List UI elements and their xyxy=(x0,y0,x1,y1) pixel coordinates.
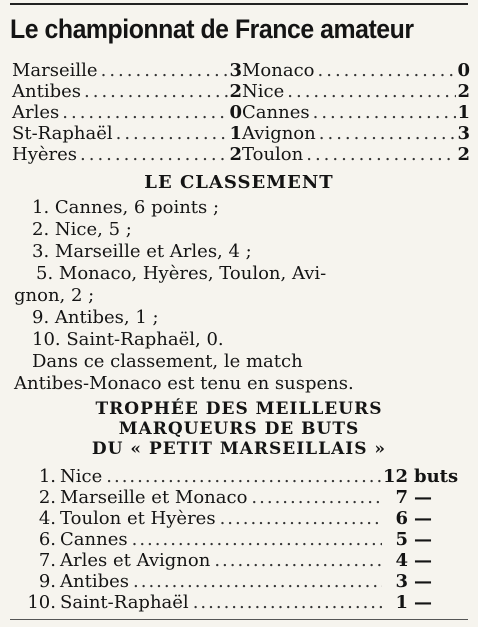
home-team xyxy=(12,102,242,123)
leader-dots xyxy=(102,466,382,487)
team-score: 3 xyxy=(457,123,470,144)
scorer-row xyxy=(26,466,466,487)
scorer-rank: 7. xyxy=(38,550,56,571)
classement-line: 5. Monaco, Hyères, Toulon, Avi- xyxy=(36,263,327,284)
scorer-row xyxy=(26,529,466,550)
classement-heading: LE CLASSEMENT xyxy=(144,172,334,193)
team-score: 2 xyxy=(229,144,242,165)
scorer-rank: 4. xyxy=(38,508,56,529)
leader-dots xyxy=(315,60,456,81)
team-score: 0 xyxy=(457,60,470,81)
headline: Le championnat de France amateur xyxy=(10,14,414,44)
scorer-name: Marseille et Monaco xyxy=(60,487,248,508)
leader-dots xyxy=(310,102,456,123)
top-rule xyxy=(10,3,468,5)
team-score: 2 xyxy=(457,144,470,165)
leader-dots xyxy=(216,508,382,529)
classement-line: 9. Antibes, 1 ; xyxy=(32,307,159,328)
scorer-name: Arles et Avignon xyxy=(60,550,211,571)
scorer-rank: 2. xyxy=(38,487,56,508)
result-row xyxy=(12,102,472,123)
scorer-rank: 9. xyxy=(38,571,56,592)
home-team xyxy=(12,144,242,165)
team-name: Toulon xyxy=(242,144,304,165)
team-name: Antibes xyxy=(12,81,81,102)
team-name: Cannes xyxy=(242,102,310,123)
scorer-unit: — xyxy=(414,508,432,529)
away-team xyxy=(242,123,470,144)
leader-dots xyxy=(128,529,382,550)
away-team xyxy=(242,102,470,123)
classement-line: 2. Nice, 5 ; xyxy=(32,219,132,240)
classement-list xyxy=(14,197,466,395)
scorer-unit: — xyxy=(414,550,432,571)
leader-dots xyxy=(59,102,228,123)
scorer-name: Saint-Raphaël xyxy=(60,592,189,613)
classement-line: 10. Saint-Raphaël, 0. xyxy=(32,329,224,350)
team-name: Hyères xyxy=(12,144,78,165)
scorer-row xyxy=(26,592,466,613)
team-name: Avignon xyxy=(242,123,316,144)
leader-dots xyxy=(303,144,456,165)
scorer-row xyxy=(26,508,466,529)
team-score: 2 xyxy=(457,81,470,102)
leader-dots xyxy=(247,487,382,508)
trophy-heading-line: MARQUEURS DE BUTS xyxy=(118,419,360,439)
trophy-heading-line: DU « PETIT MARSEILLAIS » xyxy=(91,439,387,459)
team-name: St-Raphaël xyxy=(12,123,113,144)
away-team xyxy=(242,60,470,81)
scorer-name: Toulon et Hyères xyxy=(60,508,216,529)
team-score: 3 xyxy=(229,60,242,81)
scorer-name: Nice xyxy=(60,466,103,487)
away-team xyxy=(242,81,470,102)
leader-dots xyxy=(189,592,382,613)
home-team xyxy=(12,81,242,102)
bottom-rule xyxy=(10,619,468,620)
scorer-unit: — xyxy=(414,592,432,613)
team-name: Marseille xyxy=(12,60,98,81)
result-row xyxy=(12,123,472,144)
classement-line: gnon, 2 ; xyxy=(14,285,95,306)
scorer-goals: 3 xyxy=(395,571,408,592)
scorer-goals: 6 xyxy=(395,508,408,529)
scorer-goals: 4 xyxy=(395,550,408,571)
leader-dots xyxy=(210,550,382,571)
home-team xyxy=(12,123,242,144)
scorer-unit: — xyxy=(414,487,432,508)
scorer-row xyxy=(26,550,466,571)
classement-note: Antibes-Monaco est tenu en suspens. xyxy=(14,373,354,394)
classement-line: 1. Cannes, 6 points ; xyxy=(32,197,220,218)
team-name: Nice xyxy=(242,81,285,102)
scorer-unit: buts xyxy=(414,466,459,487)
scorer-goals: 12 xyxy=(382,466,408,487)
scorer-rank: 10. xyxy=(27,592,56,613)
team-score: 0 xyxy=(229,102,242,123)
scorer-goals: 5 xyxy=(395,529,408,550)
scorer-rank: 1. xyxy=(38,466,56,487)
trophy-heading-line: TROPHÉE DES MEILLEURS xyxy=(95,399,383,419)
leader-dots xyxy=(284,81,456,102)
team-score: 1 xyxy=(457,102,470,123)
result-row xyxy=(12,60,472,81)
scorer-goals: 1 xyxy=(395,592,408,613)
team-name: Arles xyxy=(12,102,60,123)
leader-dots xyxy=(98,60,228,81)
scorer-name: Antibes xyxy=(60,571,129,592)
team-name: Monaco xyxy=(242,60,315,81)
leader-dots xyxy=(129,571,382,592)
scorer-row xyxy=(26,571,466,592)
leader-dots xyxy=(77,144,228,165)
leader-dots xyxy=(316,123,456,144)
scorers-list xyxy=(26,466,466,613)
scorer-row xyxy=(26,487,466,508)
trophy-heading xyxy=(0,399,478,459)
home-team xyxy=(12,60,242,81)
result-row xyxy=(12,144,472,165)
leader-dots xyxy=(113,123,228,144)
away-team xyxy=(242,144,470,165)
leader-dots xyxy=(81,81,228,102)
team-score: 2 xyxy=(229,81,242,102)
scorer-rank: 6. xyxy=(38,529,56,550)
result-row xyxy=(12,81,472,102)
team-score: 1 xyxy=(229,123,242,144)
scorer-goals: 7 xyxy=(395,487,408,508)
scorer-name: Cannes xyxy=(60,529,128,550)
classement-note: Dans ce classement, le match xyxy=(32,351,303,372)
scorer-unit: — xyxy=(414,529,432,550)
match-results xyxy=(12,60,472,165)
classement-line: 3. Marseille et Arles, 4 ; xyxy=(32,241,252,262)
scorer-unit: — xyxy=(414,571,432,592)
